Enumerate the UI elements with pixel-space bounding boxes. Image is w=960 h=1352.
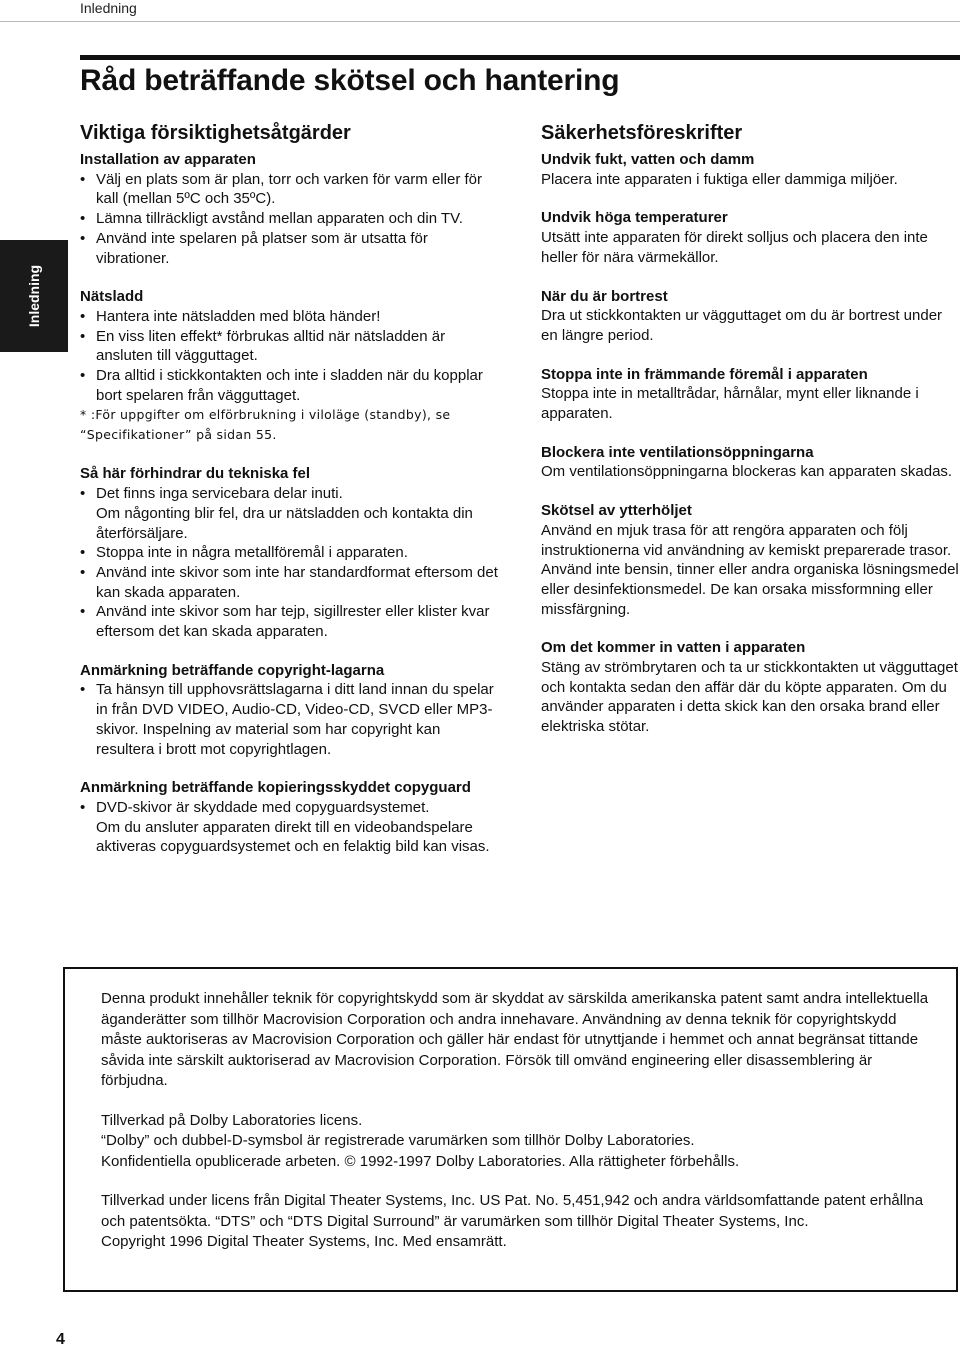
standby-footnote: * :För uppgifter om elförbrukning i viloläge (standby), se “Specifikationer” på sidan 55.: [80, 407, 451, 443]
macrovision-notice: Denna produkt innehåller teknik för copyrightskydd som är skyddat av särskilda amerikanska patent samt andra intellektuella äganderätter som tillhör Macrovision Corporation och andra innehavare. Användning av denna teknik för copyrightskydd måste auktoriseras av Macrovision Corporation och gäller här endast för utnyttjande i hemmet och annat begränsat tittande såvida inte särskilt auktoriserad av Macrovision Corporation. Försök till omvänd engineering eller disassemblering är förbjudna.: [101, 990, 929, 1089]
dolby-line: Konfidentiella opublicerade arbeten. © 1992-1997 Dolby Laboratories. Alla rättigheter förbehålls.: [101, 1152, 740, 1170]
list-item: • En viss liten effekt* förbrukas alltid när nätsladden är ansluten till vägguttaget.: [80, 327, 500, 366]
copyright-title: Anmärkning beträffande copyright-lagarna: [80, 661, 385, 679]
list-item: [80, 484, 500, 543]
list-item: • Använd inte skivor som inte har standardformat eftersom det kan skada apparaten.: [80, 563, 500, 602]
technical-faults-list: [80, 484, 500, 642]
safety-section-title: Blockera inte ventilationsöppningarna: [541, 443, 814, 461]
safety-section-title: Undvik höga temperaturer: [541, 209, 728, 227]
safety-section-text: Stoppa inte in metalltrådar, hårnålar, mynt eller liknande i apparaten.: [541, 385, 919, 423]
installation-list: [80, 170, 500, 269]
dolby-line: Tillverkad på Dolby Laboratories licens.: [101, 1111, 363, 1129]
side-tab-label: Inledning: [26, 264, 42, 328]
list-item: • Stoppa inte in några metallföremål i apparaten.: [80, 543, 500, 563]
list-item: • Använd inte spelaren på platser som är utsatta för vibrationer.: [80, 229, 500, 268]
list-item: • Ta hänsyn till upphovsrättslagarna i ditt land innan du spelar in från DVD VIDEO, Audio-CD, Video-CD, SVCD eller MP3-skivor. Inspelning av material som har copyright kan resultera i brott mot copyrightlagen.: [80, 680, 500, 759]
section-side-tab: [0, 240, 68, 352]
title-rule: [80, 55, 960, 60]
safety-section-text: Placera inte apparaten i fuktiga eller dammiga miljöer.: [541, 170, 898, 188]
page-title: Råd beträffande skötsel och hantering: [80, 64, 620, 97]
technical-faults-title: Så här förhindrar du tekniska fel: [80, 465, 311, 483]
list-item-continuation: Om någonting blir fel, dra ur nätsladden och kontakta din återförsäljare.: [96, 504, 473, 542]
safety-heading: Säkerhetsföreskrifter: [541, 122, 743, 144]
list-item: • Välj en plats som är plan, torr och varken för varm eller för kall (mellan 5ºC och 35ºC).: [80, 170, 500, 209]
list-item-continuation: Om du ansluter apparaten direkt till en videobandspelare aktiveras copyguardsystemet och en felaktig bild kan visas.: [96, 818, 490, 856]
license-notice-box: [63, 967, 958, 1292]
license-notice-content: [101, 989, 941, 1253]
dts-notice: Tillverkad under licens från Digital Theater Systems, Inc. US Pat. No. 5,451,942 och andra världsomfattande patent erhållna och patentsökta. “DTS” och “DTS Digital Surround” är varumärken som tillhör Digital Theater Systems, Inc.: [101, 1192, 924, 1230]
safety-section-text: Använd en mjuk trasa för att rengöra apparaten och följ instruktionerna vid användning av kemiskt preparerade trasor. Använd inte bensin, tinner eller andra organiska lösningsmedel eller desinfektionsmedel. De kan orsaka missformning eller missfärgning.: [541, 521, 959, 618]
list-item: • Hantera inte nätsladden med blöta händer!: [80, 307, 500, 327]
header-divider: [0, 21, 960, 22]
safety-section-text: Om ventilationsöppningarna blockeras kan apparaten skadas.: [541, 463, 953, 481]
safety-section-text: Utsätt inte apparaten för direkt solljus och placera den inte heller för nära värmekällor.: [541, 229, 928, 266]
dts-copyright: Copyright 1996 Digital Theater Systems, Inc. Med ensamrätt.: [101, 1233, 507, 1250]
page-number: 4: [56, 1331, 65, 1348]
safety-section-text: Dra ut stickkontakten ur vägguttaget om du är bortrest under en längre period.: [541, 307, 943, 344]
precautions-heading: Viktiga försiktighetsåtgärder: [80, 122, 351, 144]
safety-section-title: Undvik fukt, vatten och damm: [541, 151, 755, 168]
safety-section-title: Skötsel av ytterhöljet: [541, 502, 692, 520]
list-item: • Dra alltid i stickkontakten och inte i sladden när du kopplar bort spelaren från vägguttaget.: [80, 366, 500, 405]
safety-section-title: Om det kommer in vatten i apparaten: [541, 639, 806, 657]
safety-section-title: Stoppa inte in främmande föremål i apparaten: [541, 365, 868, 383]
copyguard-list: [80, 798, 500, 857]
dolby-line: “Dolby” och dubbel-D-symsbol är registrerade varumärken som tillhör Dolby Laboratories.: [101, 1132, 695, 1149]
right-column: [541, 120, 960, 737]
installation-title: Installation av apparaten: [80, 151, 256, 168]
power-cord-list: [80, 307, 500, 406]
list-item-text: Det finns inga servicebara delar inuti.: [96, 485, 343, 503]
power-cord-title: Nätsladd: [80, 288, 144, 306]
list-item: • Använd inte skivor som har tejp, sigillrester eller klister kvar eftersom det kan skada apparaten.: [80, 602, 500, 641]
copyguard-title: Anmärkning beträffande kopieringsskyddet copyguard: [80, 779, 471, 797]
safety-section-text: Stäng av strömbrytaren och ta ur stickkontakten ut vägguttaget och kontakta sedan den affär där du köpte apparaten. Om du använder apparaten i detta skick kan den orsaka brand eller elektriska stötar.: [541, 659, 958, 736]
list-item: [80, 798, 500, 857]
list-item: • Lämna tillräckligt avstånd mellan apparaten och din TV.: [80, 209, 500, 229]
copyright-list: [80, 680, 500, 759]
left-column: [80, 120, 500, 857]
safety-section-title: När du är bortrest: [541, 287, 668, 305]
running-header: Inledning: [80, 0, 137, 16]
list-item-text: DVD-skivor är skyddade med copyguardsystemet.: [96, 798, 430, 816]
